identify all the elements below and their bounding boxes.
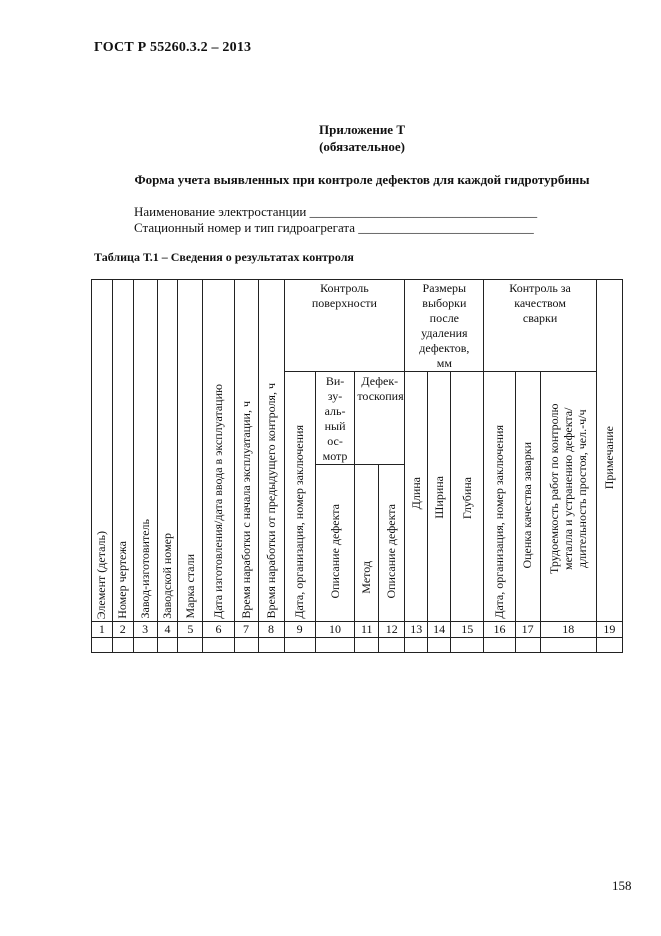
group-visual: Ви- зу- аль- ный ос- мотр [315,372,355,465]
col-number: 2 [112,622,133,638]
col-header-14: Ширина [428,372,451,622]
col-number: 18 [540,622,596,638]
col-header-19: Примечание [596,280,622,622]
col-number: 16 [484,622,515,638]
appendix-title: Приложение Т [319,122,405,137]
col-header-2: Номер чертежа [112,280,133,622]
col-header-8: Время наработки от предыдущего контроля, ч [258,280,284,622]
unit-number-field: Стационный номер и тип гидроагрегата ___________________________ [134,220,534,235]
station-name-field: Наименование электростанции ___________________________________ [134,204,538,219]
col-number: 6 [203,622,234,638]
col-number: 17 [515,622,540,638]
col-number: 15 [451,622,484,638]
form-title: Форма учета выявленных при контроле дефектов для каждой гидротурбины [134,172,590,187]
col-header-1: Элемент (деталь) [92,280,113,622]
col-header-6: Дата изготовления/дата ввода в эксплуатацию [203,280,234,622]
empty-data-row [92,638,623,653]
column-numbers-row [92,622,623,638]
col-number: 1 [92,622,113,638]
col-number: 13 [405,622,428,638]
group-sample-size: Размеры выборки после удаления дефектов, мм [405,280,484,372]
group-surface-control: Контроль поверхности [284,280,405,372]
col-number: 12 [379,622,405,638]
col-number: 11 [355,622,379,638]
col-number: 10 [315,622,355,638]
col-number: 3 [133,622,157,638]
col-header-10: Описание дефекта [315,465,355,622]
col-header-11: Метод [355,465,379,622]
col-number: 9 [284,622,315,638]
col-number: 8 [258,622,284,638]
page-number: 158 [612,878,632,893]
col-header-9: Дата, организация, номер заключения [284,372,315,622]
col-number: 19 [596,622,622,638]
col-header-17: Оценка качества заварки [515,372,540,622]
document-id: ГОСТ Р 55260.3.2 – 2013 [94,40,252,55]
results-table [91,279,623,653]
group-flaw-detection: Дефек- тоскопия [355,372,405,465]
col-header-3: Завод-изготовитель [133,280,157,622]
col-header-15: Глубина [451,372,484,622]
appendix-status: (обязательное) [319,139,405,154]
col-header-18: Трудоемкость работ по контролю металла и устранению дефекта/ длительность простоя, чел.-ч/ч [540,372,596,622]
col-number: 5 [178,622,203,638]
col-header-16: Дата, организация, номер заключения [484,372,515,622]
group-weld-control: Контроль за качеством сварки [484,280,596,372]
table-caption: Таблица Т.1 – Сведения о результатах контроля [94,250,354,264]
col-header-7: Время наработки с начала эксплуатации, ч [234,280,258,622]
col-header-5: Марка стали [178,280,203,622]
col-number: 4 [157,622,178,638]
col-header-13: Длина [405,372,428,622]
col-number: 7 [234,622,258,638]
col-header-12: Описание дефекта [379,465,405,622]
col-number: 14 [428,622,451,638]
col-header-4: Заводской номер [157,280,178,622]
